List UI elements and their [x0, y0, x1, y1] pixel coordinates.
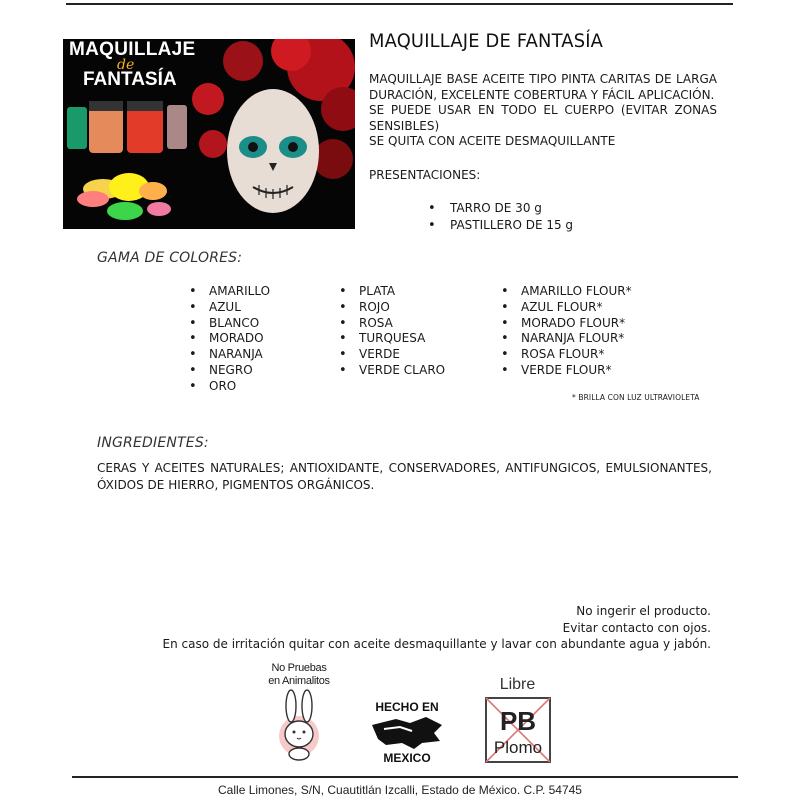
presentaciones-label: PRESENTACIONES:	[369, 168, 481, 182]
warning-line: Evitar contacto con ojos.	[562, 621, 711, 635]
hecho-en-mexico-badge	[366, 699, 448, 765]
product-image	[63, 39, 355, 229]
bottom-rule	[72, 776, 738, 778]
hero-logo-line1: MAQUILLAJE	[69, 39, 196, 60]
page-title: MAQUILLAJE DE FANTASÍA	[369, 30, 604, 52]
ingredientes-text: CERAS Y ACEITES NATURALES; ANTIOXIDANTE, CONSERVADORES, ANTIFUNGICOS, EMULSIONANTES, ÓXIDOS DE HIERRO, PIGMENTOS ORGÁNICOS.	[97, 461, 712, 492]
lead-free-icon	[480, 696, 555, 766]
color-item: • VERDE FLOUR*	[501, 363, 632, 379]
ingredientes-heading: INGREDIENTES:	[97, 435, 209, 451]
color-item: • AZUL FLOUR*	[501, 300, 632, 316]
color-item: • VERDE	[339, 347, 445, 363]
color-item: • AZUL	[189, 300, 270, 316]
color-item: • ROSA	[339, 316, 445, 332]
hecho-en-mexico-icon	[366, 699, 448, 765]
color-item: • MORADO FLOUR*	[501, 316, 632, 332]
no-animal-testing-badge	[264, 662, 334, 762]
color-item: • AMARILLO FLOUR*	[501, 284, 632, 300]
mexico-line2-text: MEXICO	[383, 751, 431, 765]
presentacion-item: • PASTILLERO DE 15 g	[428, 217, 573, 234]
color-item: • TURQUESA	[339, 331, 445, 347]
hero-logo-de: de	[117, 57, 135, 73]
color-list-col1	[189, 284, 270, 395]
uv-footnote: * BRILLA CON LUZ ULTRAVIOLETA	[572, 393, 700, 402]
color-item: • ROSA FLOUR*	[501, 347, 632, 363]
mexico-line1-text: HECHO EN	[375, 700, 439, 714]
presentaciones-list	[428, 200, 573, 234]
footer-address: Calle Limones, S/N, Cuautitlán Izcalli, Estado de México. C.P. 54745	[218, 783, 582, 797]
color-item: • NARANJA FLOUR*	[501, 331, 632, 347]
description-line: MAQUILLAJE BASE ACEITE TIPO PINTA CARITAS DE LARGA DURACIÓN, EXCELENTE COBERTURA Y FÁCIL APLICACIÓN.	[369, 72, 717, 102]
plomo-libre-text: Libre	[499, 676, 536, 693]
badge-animals-line1: No Pruebas	[271, 662, 327, 674]
color-item: • PLATA	[339, 284, 445, 300]
hero-illustration	[63, 39, 355, 229]
bunny-icon	[264, 688, 334, 762]
libre-plomo-badge	[480, 676, 555, 766]
warning-line: En caso de irritación quitar con aceite desmaquillante y lavar con abundante agua y jabón.	[162, 637, 711, 651]
top-rule	[66, 3, 733, 5]
warning-line: No ingerir el producto.	[576, 604, 711, 618]
color-item: • MORADO	[189, 331, 270, 347]
gama-colores-heading: GAMA DE COLORES:	[97, 250, 243, 266]
plomo-symbol-text: PB	[499, 706, 537, 736]
color-list-col2	[339, 284, 445, 379]
description-line: SE PUEDE USAR EN TODO EL CUERPO (EVITAR ZONAS SENSIBLES)	[369, 103, 717, 133]
hero-logo-line2: FANTASÍA	[83, 69, 177, 90]
color-list-col3	[501, 284, 632, 379]
plomo-word-text: Plomo	[493, 738, 543, 757]
color-item: • BLANCO	[189, 316, 270, 332]
color-item: • ROJO	[339, 300, 445, 316]
color-item: • ORO	[189, 379, 270, 395]
color-item: • NEGRO	[189, 363, 270, 379]
product-description	[369, 72, 717, 150]
color-item: • NARANJA	[189, 347, 270, 363]
description-line: SE QUITA CON ACEITE DESMAQUILLANTE	[369, 134, 616, 149]
presentacion-item: • TARRO DE 30 g	[428, 200, 573, 217]
color-item: • VERDE CLARO	[339, 363, 445, 379]
badge-animals-line2: en Animalitos	[268, 675, 330, 687]
color-item: • AMARILLO	[189, 284, 270, 300]
